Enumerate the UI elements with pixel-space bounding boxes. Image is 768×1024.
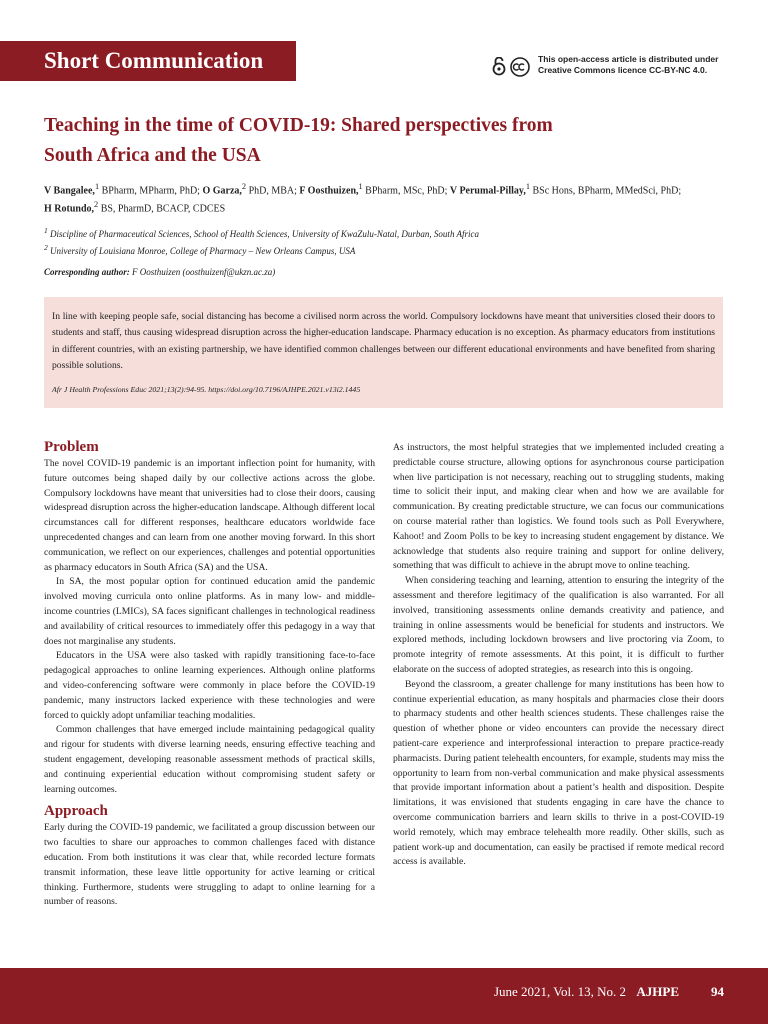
license-text [538, 54, 718, 76]
section-banner [0, 41, 296, 81]
author-quals: BPharm, MPharm, PhD; [99, 185, 203, 197]
paragraph: As instructors, the most helpful strategies that we implemented included creating a predictable course structure, allowing options for asynchronous course participation when live participation is not necessary, reaching out to struggling students, making time to solicit their input, and making clear when and how we are available for communication. By creating predictable structure, we can focus our communications on course material rather than logistics. We found tools such as Poll Everywhere, Kahoot! and Zoom Polls to be key to increasing student engagement by distance. We acknowledge that students also require training and support for online delivery, something that was difficult to achieve in the abrupt move to online teaching. [393, 442, 724, 572]
author-name: O Garza, [202, 185, 242, 197]
author-name: V Bangalee, [44, 185, 95, 197]
abstract-box [44, 297, 723, 408]
corresponding-label: Corresponding author: [44, 267, 130, 277]
affiliation-item [44, 241, 734, 258]
author-name: F Oosthuizen, [299, 185, 359, 197]
author-affil-mark: 1 [358, 182, 363, 191]
paragraph: In SA, the most popular option for continued education amid the pandemic involved moving curricula onto online platforms. As in many low- and middle-income countries (LMICs), SA faces significant challenges in technological readiness and availability of critical resources to immediately offer this pedagogy in a way that does not marginalise any students. [44, 576, 375, 647]
footer-issue: June 2021, Vol. 13, No. 2 [493, 984, 626, 999]
creative-commons-icon [492, 57, 534, 77]
author-list [44, 180, 734, 217]
article-title [44, 111, 684, 171]
author-affil-mark: 2 [241, 182, 247, 191]
author-quals: BS, PharmD, BCACP, CDCES [98, 203, 226, 215]
heading-problem: Problem [44, 439, 99, 455]
license-line-2: Creative Commons licence CC-BY-NC 4.0. [538, 65, 708, 75]
paragraph: Beyond the classroom, a greater challenge for many institutions has been how to continue experiential education, as many hospitals and pharmacies close their doors to pharmacy students and other health sciences students. These challenges raise the question of whether phone or video encounters can provide the necessary direct patient-care experience and interprofessional interaction to prepare practice-ready pharmacists. During patient telehealth encounters, for example, students may miss the opportunity to learn from non-verbal communication and make physical assessments that provide important information about a patient’s health and disposition. Despite limitations, it was envisioned that students engaging in care have the chance to overcome communication barriers and learn skills to thrive in a post-COVID-19 world remotely, which may embrace telehealth more readily. Other skills, such as patient work-up and documentation, can easily be practised if remote medical record access is available. [393, 678, 724, 868]
author-quals: BPharm, MSc, PhD; [362, 185, 450, 197]
footer-journal: AJHPE [636, 984, 679, 999]
author-affil-mark: 1 [525, 182, 530, 191]
license-line-1: This open-access article is distributed under [538, 54, 719, 64]
author-affil-mark: 2 [94, 200, 99, 210]
affiliation-text: Discipline of Pharmaceutical Sciences, School of Health Sciences, University of KwaZulu-Natal, Durban, South Africa [50, 229, 480, 239]
license-notice [492, 54, 752, 80]
citation-journal: Afr J Health Professions Educ [52, 384, 147, 394]
section-label: Short Communication [44, 48, 264, 73]
paragraph: Common challenges that have emerged include maintaining pedagogical quality and rigour for students with diverse learning needs, ensuring effective teaching and student engagement, developing reasonable assessment methods of practical skills, and continuing experiential education without compromising student safety or learning outcomes. [44, 724, 375, 795]
footer-page-number: 94 [711, 984, 724, 999]
citation-doi[interactable]: 2021;13(2):94-95. https://doi.org/10.7196/AJHPE.2021.v13i2.1445 [146, 384, 361, 394]
author-quals: PhD, MBA; [246, 185, 300, 197]
title-line-1: Teaching in the time of COVID-19: Shared perspectives from [44, 115, 553, 136]
corresponding-author [44, 267, 734, 277]
corresponding-contact[interactable]: F Oosthuizen (oosthuizenf@ukzn.ac.za) [129, 267, 276, 277]
cc-logo-icon [511, 58, 529, 76]
paragraph: Early during the COVID-19 pandemic, we facilitated a group discussion between our two faculties to share our approaches to common challenges faced with distance education. From both institutions it was clear that, while recorded lecture formats transmit information, these leave little opportunity for active learning or critical thinking. Furthermore, students were struggling to adapt to online learning for a number of reasons. [44, 822, 375, 908]
paragraph: Educators in the USA were also tasked with rapidly transitioning face-to-face pedagogical approaches to online learning experiences. Although online platforms and video-conferencing software were commonly in place before the COVID-19 pandemic, many instructors lacked experience with these technologies and were forced to quickly adopt unfamiliar teaching modalities. [44, 650, 375, 721]
right-column [393, 441, 724, 870]
author-name: H Rotundo, [44, 203, 95, 215]
page-footer [0, 968, 768, 1024]
open-access-icon [494, 58, 505, 75]
abstract-text: In line with keeping people safe, social distancing has become a civilised norm across the world. Compulsory lockdowns have meant that universities closed their doors to students and staff, thus causing widespread disruption across the higher-education landscape. Pharmacy education is no exception. As pharmacy educators from institutions in different countries, with an existing partnership, we have identified common challenges between our different educational environments and have benefited from sharing possible solutions. [52, 311, 715, 372]
title-line-2: South Africa and the USA [44, 145, 261, 166]
author-name: V Perumal-Pillay, [449, 185, 526, 197]
left-column [44, 437, 375, 910]
affiliation-mark: 2 [44, 243, 48, 252]
author-quals: BSc Hons, BPharm, MMedSci, PhD; [530, 185, 682, 197]
affiliation-text: University of Louisiana Monroe, College of Pharmacy – New Orleans Campus, USA [50, 246, 356, 256]
paragraph: When considering teaching and learning, attention to ensuring the integrity of the assessment and therefore legitimacy of the qualification is also warranted. For all involved, transitioning assessments online demands creativity and patience, and training in online assessments would be beneficial for students and instructors. We explored methods, including lockdown browsers and live proctoring via Zoom, to promote integrity of remote assessments. At this point, it is difficult to further elaborate on the success of adopted strategies, as research into this is ongoing. [393, 575, 724, 675]
affiliation-item [44, 224, 734, 241]
affiliation-mark: 1 [44, 226, 48, 235]
affiliations [44, 224, 734, 258]
heading-approach: Approach [44, 803, 108, 820]
citation [52, 385, 715, 395]
author-affil-mark: 1 [94, 182, 100, 191]
paragraph: The novel COVID-19 pandemic is an important inflection point for humanity, with future outcomes being shaped daily by our collective actions across the globe. Compulsory lockdowns have meant that universities had to close their doors, causing widespread disruption across the higher-education landscape. Although different local circumstances call for different responses, healthcare educators worldwide face unprecedented changes and can learn from one another moving forward. In this short communication, we reflect on our experiences, challenges and potential opportunities as pharmacy educators in South Africa (SA) and the USA. [44, 458, 375, 573]
